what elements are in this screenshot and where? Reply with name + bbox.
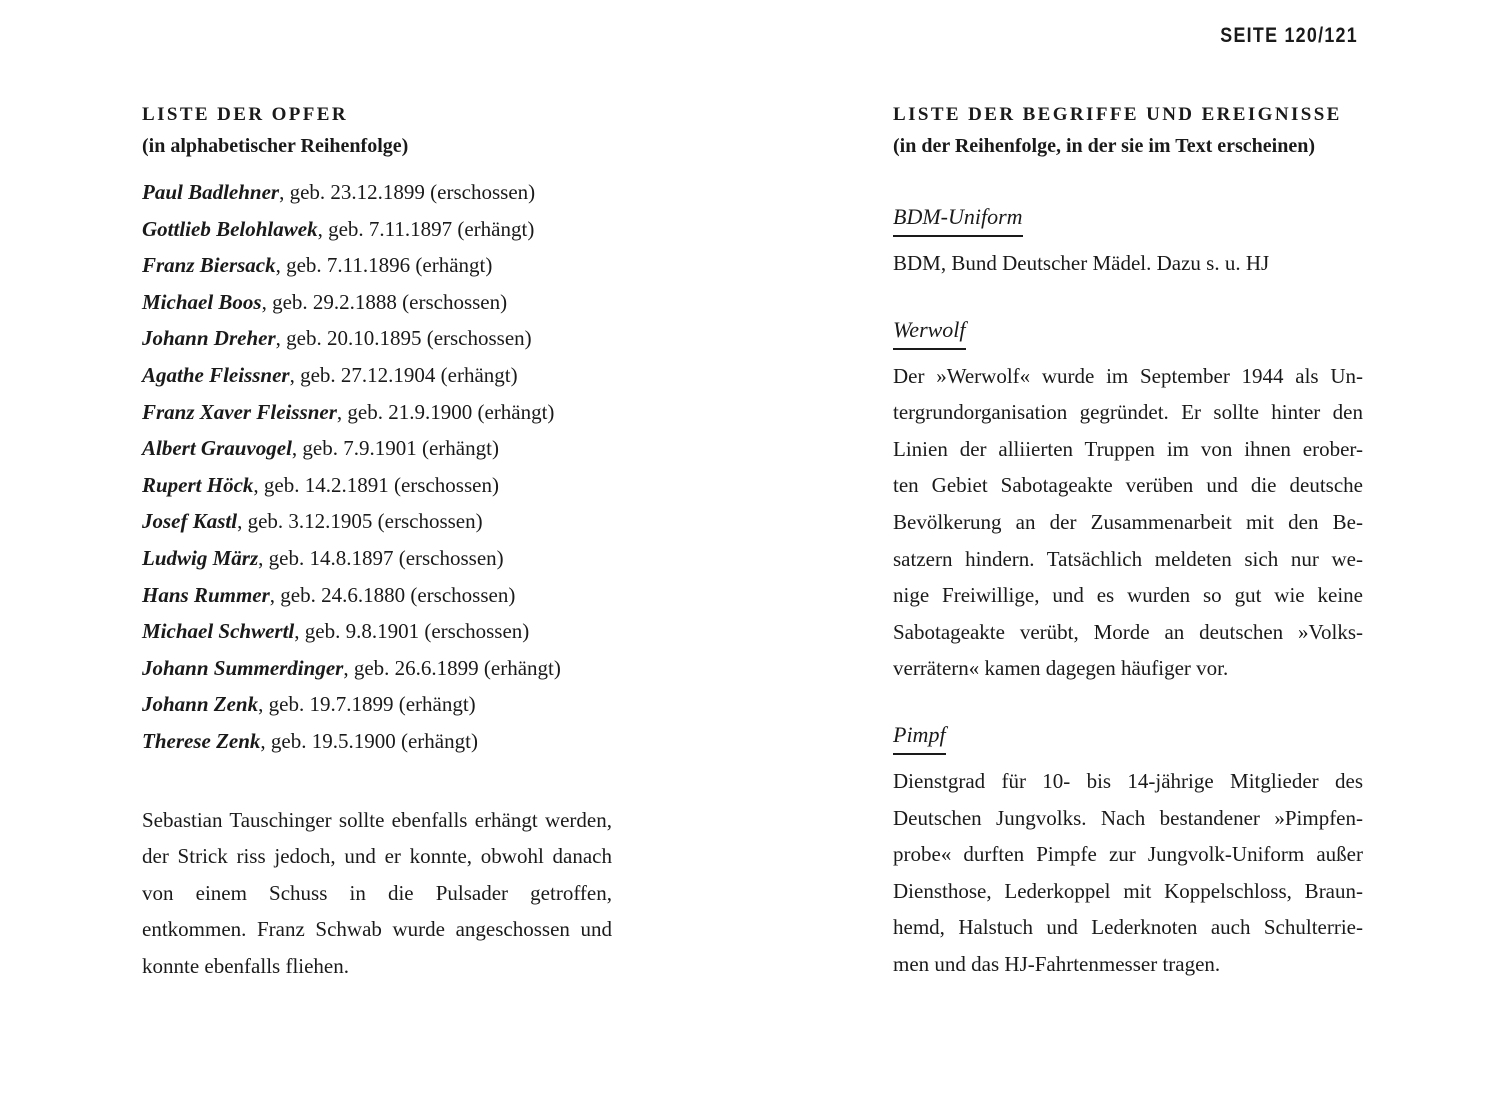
victim-entry xyxy=(142,430,622,467)
victim-name: Franz Xaver Fleissner xyxy=(142,399,337,424)
victims-subheading: (in alphabetischer Reihenfolge) xyxy=(142,135,409,157)
term-description-line: Deutschen Jungvolks. Nach bestandener »Pimpfen- xyxy=(893,805,1363,830)
terms-heading: LISTE DER BEGRIFFE UND EREIGNISSE xyxy=(893,104,1342,125)
victim-entry xyxy=(142,357,622,394)
victim-name: Ludwig März xyxy=(142,545,259,570)
victim-name: Michael Boos xyxy=(142,289,262,314)
victim-name: Johann Zenk xyxy=(142,692,259,717)
term-title: BDM-Uniform xyxy=(893,202,1023,237)
victim-entry xyxy=(142,613,622,650)
terms-list xyxy=(893,202,1363,983)
victim-details: , geb. 20.10.1895 (erschossen) xyxy=(275,326,532,351)
victim-details: , geb. 3.12.1905 (erschossen) xyxy=(237,509,483,534)
victim-details: , geb. 23.12.1899 (erschossen) xyxy=(279,180,536,204)
term-description-line: Diensthose, Lederkoppel mit Koppelschloss, Braun- xyxy=(893,878,1363,903)
term-title: Werwolf xyxy=(893,315,966,350)
victim-details: , geb. 24.6.1880 (erschossen) xyxy=(269,582,516,607)
victim-name: Therese Zenk xyxy=(142,728,261,753)
victim-name: Franz Biersack xyxy=(142,253,276,278)
term-description-line: nige Freiwillige, und es wurden so gut wie keine xyxy=(893,583,1363,608)
page-number: SEITE 120/121 xyxy=(1220,24,1358,47)
term-entry xyxy=(893,202,1363,282)
victim-name: Rupert Höck xyxy=(142,472,254,497)
victim-name: Johann Dreher xyxy=(142,326,276,351)
term-entry xyxy=(893,315,1363,687)
victim-entry xyxy=(142,284,622,321)
victim-entry xyxy=(142,320,622,357)
victim-details: , geb. 19.5.1900 (erhängt) xyxy=(260,728,478,753)
victim-details: , geb. 19.7.1899 (erhängt) xyxy=(258,692,476,717)
victim-entry xyxy=(142,540,622,577)
term-description-line: satzern hindern. Tatsächlich meldeten sich nur we- xyxy=(893,546,1363,571)
victim-name: Agathe Fleissner xyxy=(142,362,290,387)
victim-entry xyxy=(142,467,622,504)
term-description xyxy=(893,245,1363,282)
term-title: Pimpf xyxy=(893,720,946,755)
victim-name: Albert Grauvogel xyxy=(142,436,292,461)
victim-name: Johann Summerdinger xyxy=(142,655,344,680)
term-description-line: probe« durften Pimpfe zur Jungvolk-Uniform außer xyxy=(893,842,1363,867)
term-entry xyxy=(893,720,1363,983)
term-description xyxy=(893,763,1363,983)
victim-details: , geb. 9.8.1901 (erschossen) xyxy=(294,619,530,644)
victim-entry xyxy=(142,174,622,211)
term-description-line: ten Gebiet Sabotageakte verüben und die deutsche xyxy=(893,473,1363,498)
victim-details: , geb. 14.2.1891 (erschossen) xyxy=(253,472,499,497)
victim-entry xyxy=(142,394,622,431)
term-description-line: Der »Werwolf« wurde im September 1944 als Un- xyxy=(893,363,1363,388)
victim-details: , geb. 29.2.1888 (erschossen) xyxy=(261,289,508,314)
term-description-line: tergrundorganisation gegründet. Er sollte hinter den xyxy=(893,400,1363,425)
victim-entry xyxy=(142,503,622,540)
victim-entry xyxy=(142,211,622,248)
term-description xyxy=(893,358,1363,687)
term-description-line: verrätern« kamen dagegen häufiger vor. xyxy=(893,656,1229,681)
victim-name: Gottlieb Belohlawek xyxy=(142,216,318,241)
terms-column xyxy=(893,100,1363,983)
victim-details: , geb. 7.11.1897 (erhängt) xyxy=(317,216,535,241)
term-description-line: Sabotageakte verübt, Morde an deutschen »Volks- xyxy=(893,619,1363,644)
victim-details: , geb. 27.12.1904 (erhängt) xyxy=(289,362,518,387)
victim-details: , geb. 26.6.1899 (erhängt) xyxy=(343,655,561,680)
victim-entry xyxy=(142,650,622,687)
victim-name: Paul Badlehner xyxy=(142,180,280,204)
victim-name: Josef Kastl xyxy=(142,509,238,534)
victims-column xyxy=(142,100,622,984)
terms-subheading: (in der Reihenfolge, in der sie im Text erscheinen) xyxy=(893,135,1316,157)
victim-details: , geb. 7.11.1896 (erhängt) xyxy=(275,253,493,278)
victim-entry xyxy=(142,577,622,614)
term-description-line: men und das HJ-Fahrtenmesser tragen. xyxy=(893,951,1221,976)
victims-note: Sebastian Tauschinger sollte ebenfalls erhängt werden, der Strick riss jedoch, und er konnte, obwohl danach von einem Schuss in die Pulsader getroffen, entkommen. Franz Schwab wurde angeschossen und konnte ebenfalls fliehen. xyxy=(142,807,612,978)
term-description-line: Linien der alliierten Truppen im von ihnen erober- xyxy=(893,436,1363,461)
victim-entry xyxy=(142,247,622,284)
victim-details: , geb. 7.9.1901 (erhängt) xyxy=(291,436,499,461)
term-description-line: BDM, Bund Deutscher Mädel. Dazu s. u. HJ xyxy=(893,251,1270,275)
term-description-line: Dienstgrad für 10- bis 14-jährige Mitglieder des xyxy=(893,768,1363,793)
victim-name: Michael Schwertl xyxy=(142,619,295,644)
victims-list xyxy=(142,174,622,760)
victim-entry xyxy=(142,723,622,760)
victim-name: Hans Rummer xyxy=(142,582,270,607)
victim-entry xyxy=(142,686,622,723)
victims-heading: LISTE DER OPFER xyxy=(142,104,348,125)
term-description-line: hemd, Halstuch und Lederknoten auch Schulterrie- xyxy=(893,915,1363,940)
victim-details: , geb. 14.8.1897 (erschossen) xyxy=(258,545,504,570)
term-description-line: Bevölkerung an der Zusammenarbeit mit den Be- xyxy=(893,509,1363,534)
victim-details: , geb. 21.9.1900 (erhängt) xyxy=(336,399,555,424)
